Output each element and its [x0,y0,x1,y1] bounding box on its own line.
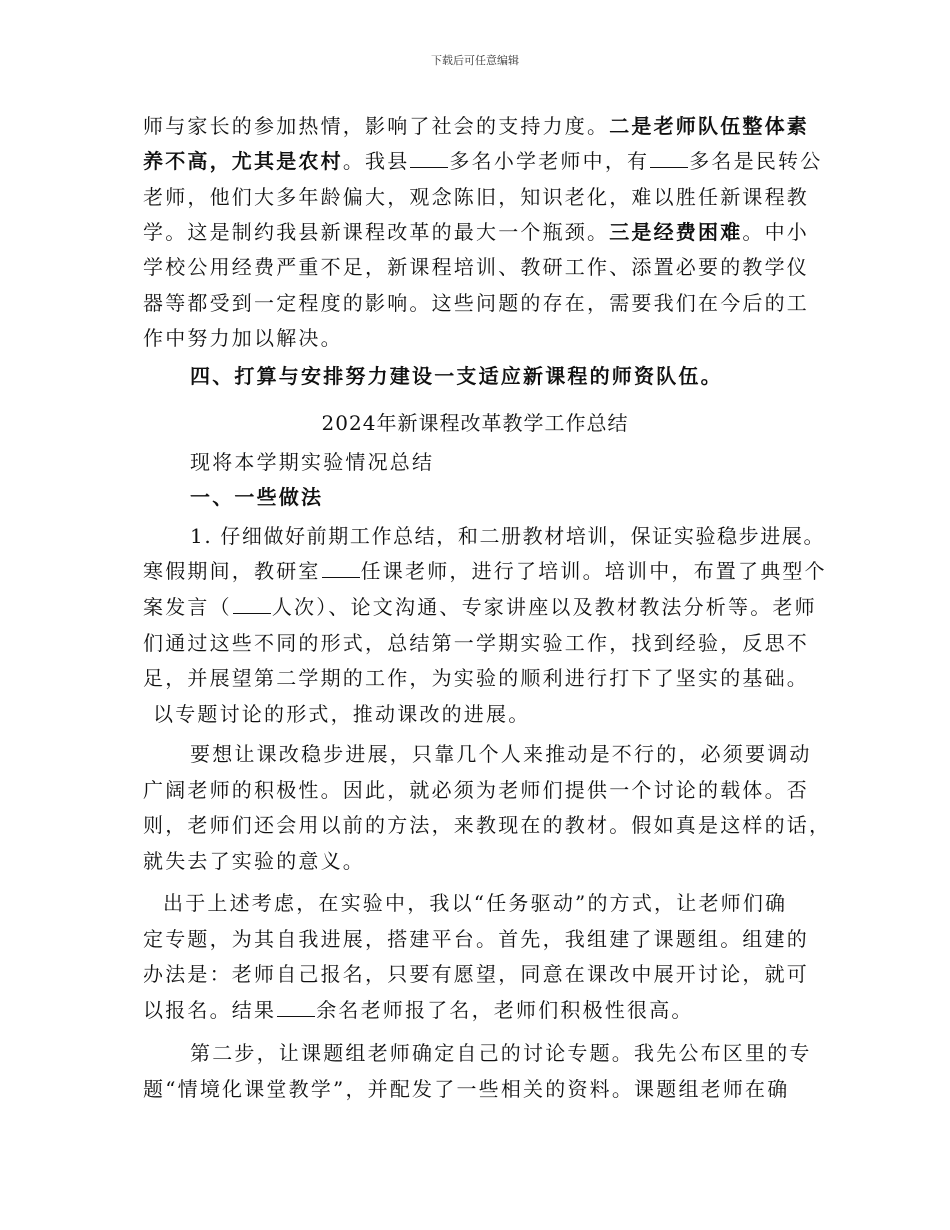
paragraph-line: 足，并展望第二学期的工作，为实验的顺利进行打下了坚实的基础。 [143,666,809,690]
paragraph-line [143,557,827,585]
paragraph-line: 则，老师们还会用以前的方法，来教现在的教材。假如真是这样的话， [143,813,832,837]
fill-blank [650,149,688,168]
paragraph-line: 定专题，为其自我进展，搭建平台。首先，我组建了课题组。组建的 [143,927,809,951]
paragraph-line: 老师，他们大多年龄偏大，观念陈旧，知识老化，难以胜任新课程教 [143,185,809,209]
section-heading: 四、打算与安排努力建设一支适应新课程的师资队伍。 [190,364,723,388]
text-span: 多名是民转公 [689,149,823,173]
paragraph-line: 第二步，让课题组老师确定自己的讨论专题。我先公布区里的专 [190,1041,812,1065]
paragraph-line: 办法是：老师自己报名，只要有愿望，同意在课改中展开讨论，就可 [143,962,809,986]
text-span: 多名小学老师中，有 [449,149,650,173]
text-span: 学。这是制约我县新课程改革的最大一个瓶颈。 [143,220,610,244]
paragraph-line: 广阔老师的积极性。因此，就必须为老师们提供一个讨论的载体。否 [143,778,809,802]
paragraph-line: 出于上述考虑，在实验中，我以“任务驱动”的方式，让老师们确 [163,891,788,915]
text-span: 余名老师报了名，老师们积极性很高。 [316,998,694,1022]
document-title: 2024年新课程改革教学工作总结 [321,411,629,435]
paragraph-line: 以专题讨论的形式，推动课改的进展。 [153,702,531,726]
paragraph-line: 学校公用经费严重不足，新课程培训、教研工作、添置必要的教学仪 [143,255,809,279]
text-span: 师与家长的参加热情，影响了社会的支持力度。 [143,114,610,138]
text-span: 任课老师，进行了培训。培训中，布置了典型个 [360,559,827,583]
paragraph-line [143,218,809,246]
bold-text: 养不高，尤其是农村 [143,149,343,173]
paragraph-line: 1. 仔细做好前期工作总结，和二册教材培训，保证实验稳步进展。 [190,524,826,548]
paragraph-line: 器等都受到一定程度的影响。这些问题的存在，需要我们在今后的工 [143,291,809,315]
paragraph-line: 要想让课改稳步进展，只靠几个人来推动是不行的，必须要调动 [190,742,812,766]
paragraph-line: 就失去了实验的意义。 [143,849,365,873]
text-span: 寒假期间，教研室 [143,559,321,583]
paragraph-line [143,996,694,1024]
paragraph-line [143,112,809,140]
intro-text: 现将本学期实验情况总结 [190,450,435,474]
text-span: 。我县 [342,149,410,173]
fill-blank [233,595,271,614]
section-heading: 一、一些做法 [190,485,324,509]
fill-blank [277,998,315,1017]
paragraph-line [143,147,822,175]
text-span: 。中小 [742,220,810,244]
paragraph-line: 作中努力加以解决。 [143,326,343,350]
bold-text: 三是经费困难 [609,220,743,244]
text-span: 以报名。结果 [143,998,277,1022]
bold-text: 二是老师队伍整体素 [609,114,810,138]
page-header: 下载后可任意编辑 [431,54,519,67]
fill-blank [322,559,360,578]
text-span: 人次）、论文沟通、专家讲座以及教材教法分析等。老师 [271,595,817,619]
paragraph-line: 们通过这些不同的形式，总结第一学期实验工作，找到经验，反思不 [143,631,809,655]
text-span: 案发言（ [143,595,232,619]
paragraph-line: 题“情境化课堂教学”，并配发了一些相关的资料。课题组老师在确 [143,1077,790,1101]
paragraph-line [143,593,817,621]
fill-blank [410,149,448,168]
